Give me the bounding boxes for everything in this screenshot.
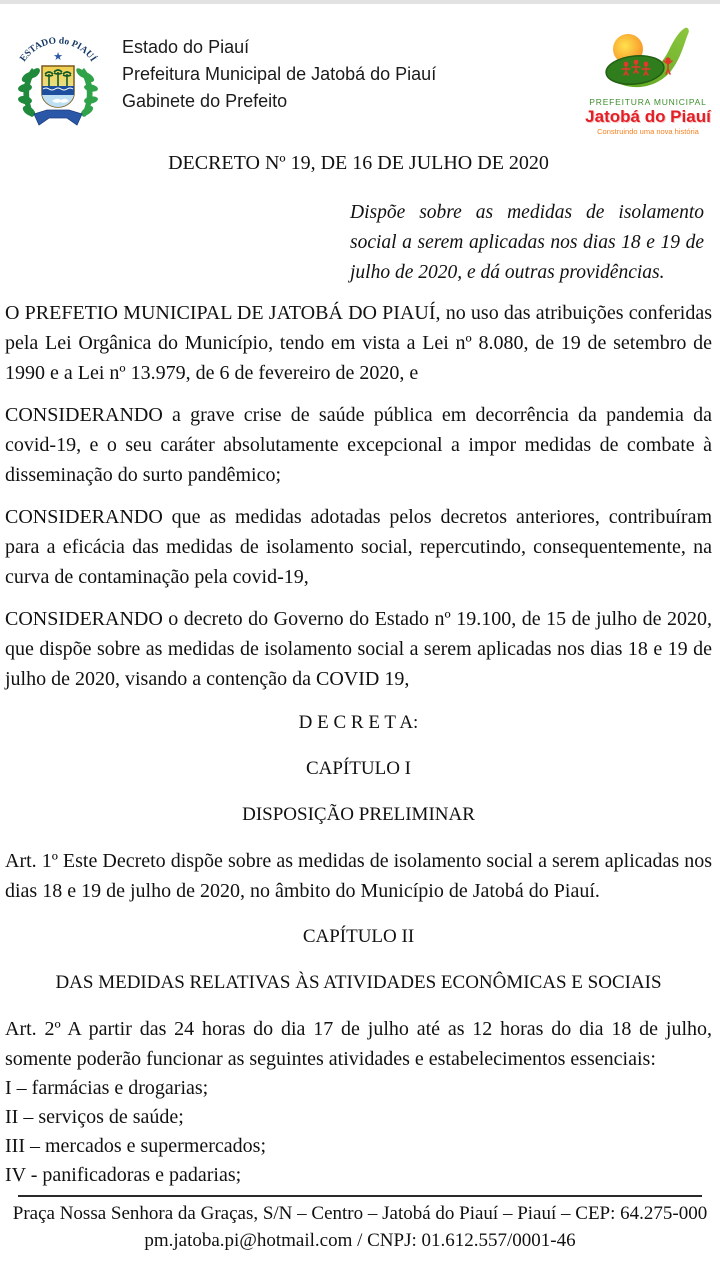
decree-body xyxy=(0,148,720,1190)
decree-summary: Dispõe sobre as medidas de isolamento social a serem aplicadas nos dias 18 e 19 de julho de 2020, e dá outras providências. xyxy=(350,202,704,283)
article-1: Art. 1º Este Decreto dispõe sobre as medidas de isolamento social a serem aplicadas nos dias 18 e 19 de julho de 2020, no âmbito do Município de Jatobá do Piauí. xyxy=(5,850,712,902)
article-2-item-4: IV - panificadoras e padarias; xyxy=(5,1164,242,1186)
chapter-1-heading: CAPÍTULO I xyxy=(305,758,412,779)
article-2-items xyxy=(5,1074,712,1190)
logo-city-name: Jatobá do Piauí xyxy=(585,107,711,126)
crest-sea-band xyxy=(42,86,74,95)
article-2-item-3: III – mercados e supermercados; xyxy=(5,1135,266,1157)
logo-slogan: Construindo uma nova história xyxy=(597,127,699,136)
footer-address: Praça Nossa Senhora da Graças, S/N – Centro – Jatobá do Piauí – Piauí – CEP: 64.275-000 xyxy=(12,1203,708,1224)
chapter-1-title: DISPOSIÇÃO PRELIMINAR xyxy=(242,804,475,825)
considerando-1: CONSIDERANDO a grave crise de saúde pública em decorrência da pandemia da covid-19, e o seu caráter absolutamente excepcional a impor medidas de combate à disseminação do surto pandêmico; xyxy=(5,404,712,486)
city-logo xyxy=(584,22,712,136)
decreta-heading: D E C R E T A: xyxy=(298,712,419,733)
document-header xyxy=(8,22,712,136)
article-2-item-1: I – farmácias e drogarias; xyxy=(5,1077,209,1099)
crest-right-branch xyxy=(75,67,99,118)
document-footer xyxy=(0,1195,720,1254)
crest-shield xyxy=(42,66,74,109)
city-logo-mark-icon xyxy=(588,22,708,94)
piaui-coat-of-arms-icon xyxy=(8,22,108,137)
footer-divider xyxy=(18,1195,702,1197)
crest-arc-text: ESTADO do PIAUÍ xyxy=(18,36,98,64)
top-strip xyxy=(0,0,720,4)
decree-preamble: O PREFETIO MUNICIPAL DE JATOBÁ DO PIAUÍ, no uso das atribuições conferidas pela Lei Orgânica do Município, tendo em vista a Lei nº 8.080, de 19 de setembro de 1990 e a Lei nº 13.979, de 6 de fevereiro de 2020, e xyxy=(5,302,712,384)
article-2-intro: Art. 2º A partir das 24 horas do dia 17 de julho até as 12 horas do dia 18 de julho, somente poderão funcionar as seguintes atividades e estabelecimentos essenciais: xyxy=(5,1018,712,1070)
org-line-office: Gabinete do Prefeito xyxy=(122,91,288,111)
considerando-2: CONSIDERANDO que as medidas adotadas pelos decretos anteriores, contribuíram para a eficácia das medidas de isolamento social, repercutindo, consequentemente, na curva de contaminação pela covid-19, xyxy=(5,506,712,588)
org-line-state: Estado do Piauí xyxy=(122,37,250,57)
decree-title: DECRETO Nº 19, DE 16 DE JULHO DE 2020 xyxy=(168,152,549,174)
chapter-2-title: DAS MEDIDAS RELATIVAS ÀS ATIVIDADES ECONÔMICAS E SOCIAIS xyxy=(55,972,662,993)
crest-left-branch xyxy=(17,66,41,118)
crest-ribbon xyxy=(34,110,82,125)
chapter-2-heading: CAPÍTULO II xyxy=(302,926,415,947)
org-title-block xyxy=(122,22,584,115)
footer-contact: pm.jatoba.pi@hotmail.com / CNPJ: 01.612.557/0001-46 xyxy=(144,1230,576,1251)
crest-star-icon: ★ xyxy=(53,51,63,63)
crest-palm-trees xyxy=(45,70,71,86)
org-line-municipality: Prefeitura Municipal de Jatobá do Piauí xyxy=(122,64,437,84)
article-2-item-2: II – serviços de saúde; xyxy=(5,1106,184,1128)
considerando-3: CONSIDERANDO o decreto do Governo do Estado nº 19.100, de 15 de julho de 2020, que dispõe sobre as medidas de isolamento social a serem aplicadas nos dias 18 e 19 de julho de 2020, visando a contenção da COVID 19, xyxy=(5,608,712,690)
logo-entity-label: PREFEITURA MUNICIPAL xyxy=(589,97,707,107)
